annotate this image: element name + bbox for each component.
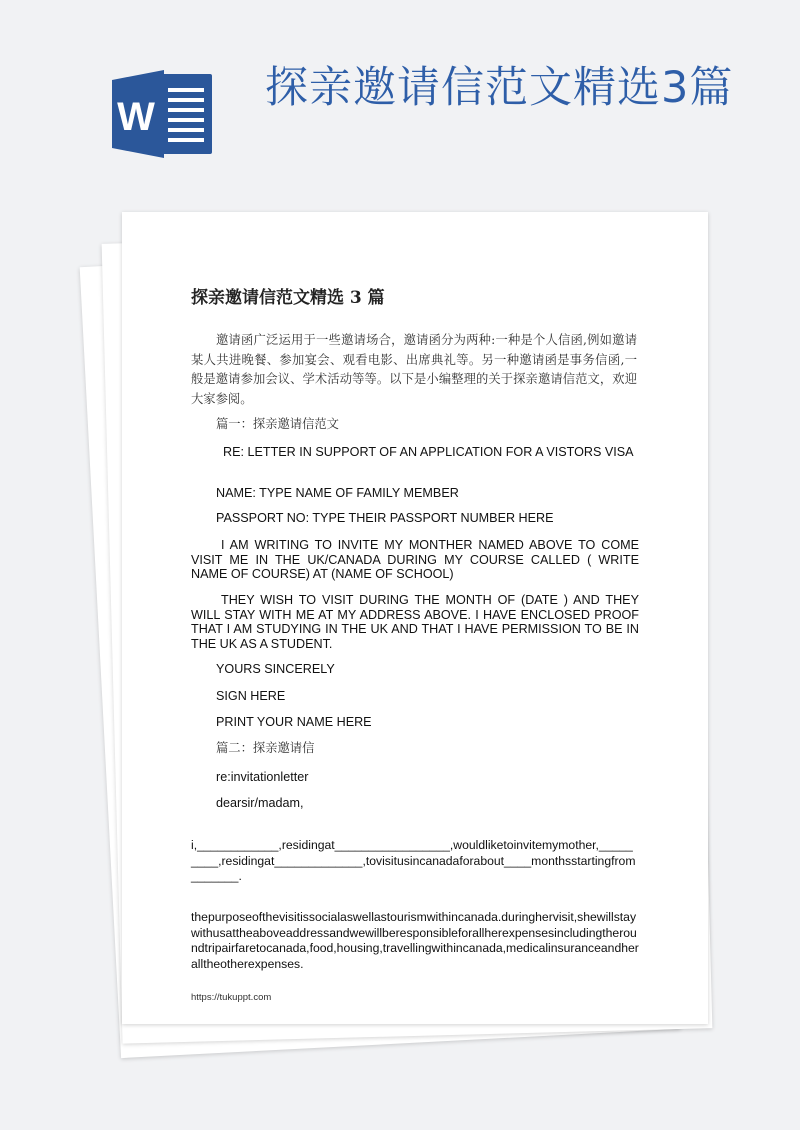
paragraph-mother: i,____________,residingat_________________,wouldliketoinvitemymother,_________,residingat_____________,tovisitusincanadaforabout____monthsstartingfrom_______. [191, 838, 636, 883]
re-invitation-line: re:invitationletter [216, 770, 309, 784]
intro-paragraph: 邀请函广泛运用于一些邀请场合，邀请函分为两种:一种是个人信函,例如邀请某人共进晚餐、参加宴会、观看电影、出席典礼等。另一种邀请函是事务信函,一般是邀请参加会议、学术活动等等。以下是小编整理的关于探亲邀请信范文，欢迎大家参阅。 [191, 333, 637, 406]
paragraph-invite: I AM WRITING TO INVITE MY MONTHER NAMED ABOVE TO COME VISIT ME IN THE UK/CANADA DURING MY COURSE CALLED ( WRITE NAME OF COURSE) AT (NAME OF SCHOOL) [191, 538, 639, 581]
sign-line: SIGN HERE [216, 689, 286, 703]
salutation-line: dearsir/madam, [216, 796, 304, 810]
footer-url: https://tukuppt.com [191, 992, 272, 1003]
re-line: RE: LETTER IN SUPPORT OF AN APPLICATION FOR A VISTORS VISA [223, 445, 634, 459]
document-page [122, 212, 708, 1024]
name-line: NAME: TYPE NAME OF FAMILY MEMBER [216, 486, 459, 500]
page-title: 探亲邀请信范文精选3篇 [265, 63, 734, 113]
passport-line: PASSPORT NO: TYPE THEIR PASSPORT NUMBER HERE [216, 511, 554, 525]
section-one-heading: 篇一：探亲邀请信范文 [216, 417, 339, 431]
paragraph-purpose: thepurposeofthevisitissocialaswellastourismwithincanada.duringhervisit,shewillstaywithusattheaboveaddressandwewillberesponsibleforallherexpensesincludingtheroundtripairfaretocanada,food,housing,travellingwithincanada,medicalinsuranceandheralltheotherexpenses. [191, 910, 639, 971]
word-document-icon [112, 68, 214, 160]
print-name-line: PRINT YOUR NAME HERE [216, 715, 372, 729]
section-two-heading: 篇二：探亲邀请信 [216, 741, 315, 755]
closing-line: YOURS SINCERELY [216, 662, 335, 676]
document-title: 探亲邀请信范文精选 3 篇 [191, 288, 385, 308]
paragraph-visit: THEY WISH TO VISIT DURING THE MONTH OF (DATE ) AND THEY WILL STAY WITH ME AT MY ADDRESS ABOVE. I HAVE ENCLOSED PROOF THAT I AM STUDYING IN THE UK AND THAT I HAVE PERMISSION TO BE IN THE UK AS A STUDENT. [191, 593, 639, 651]
word-logo-letter: W [117, 95, 155, 139]
